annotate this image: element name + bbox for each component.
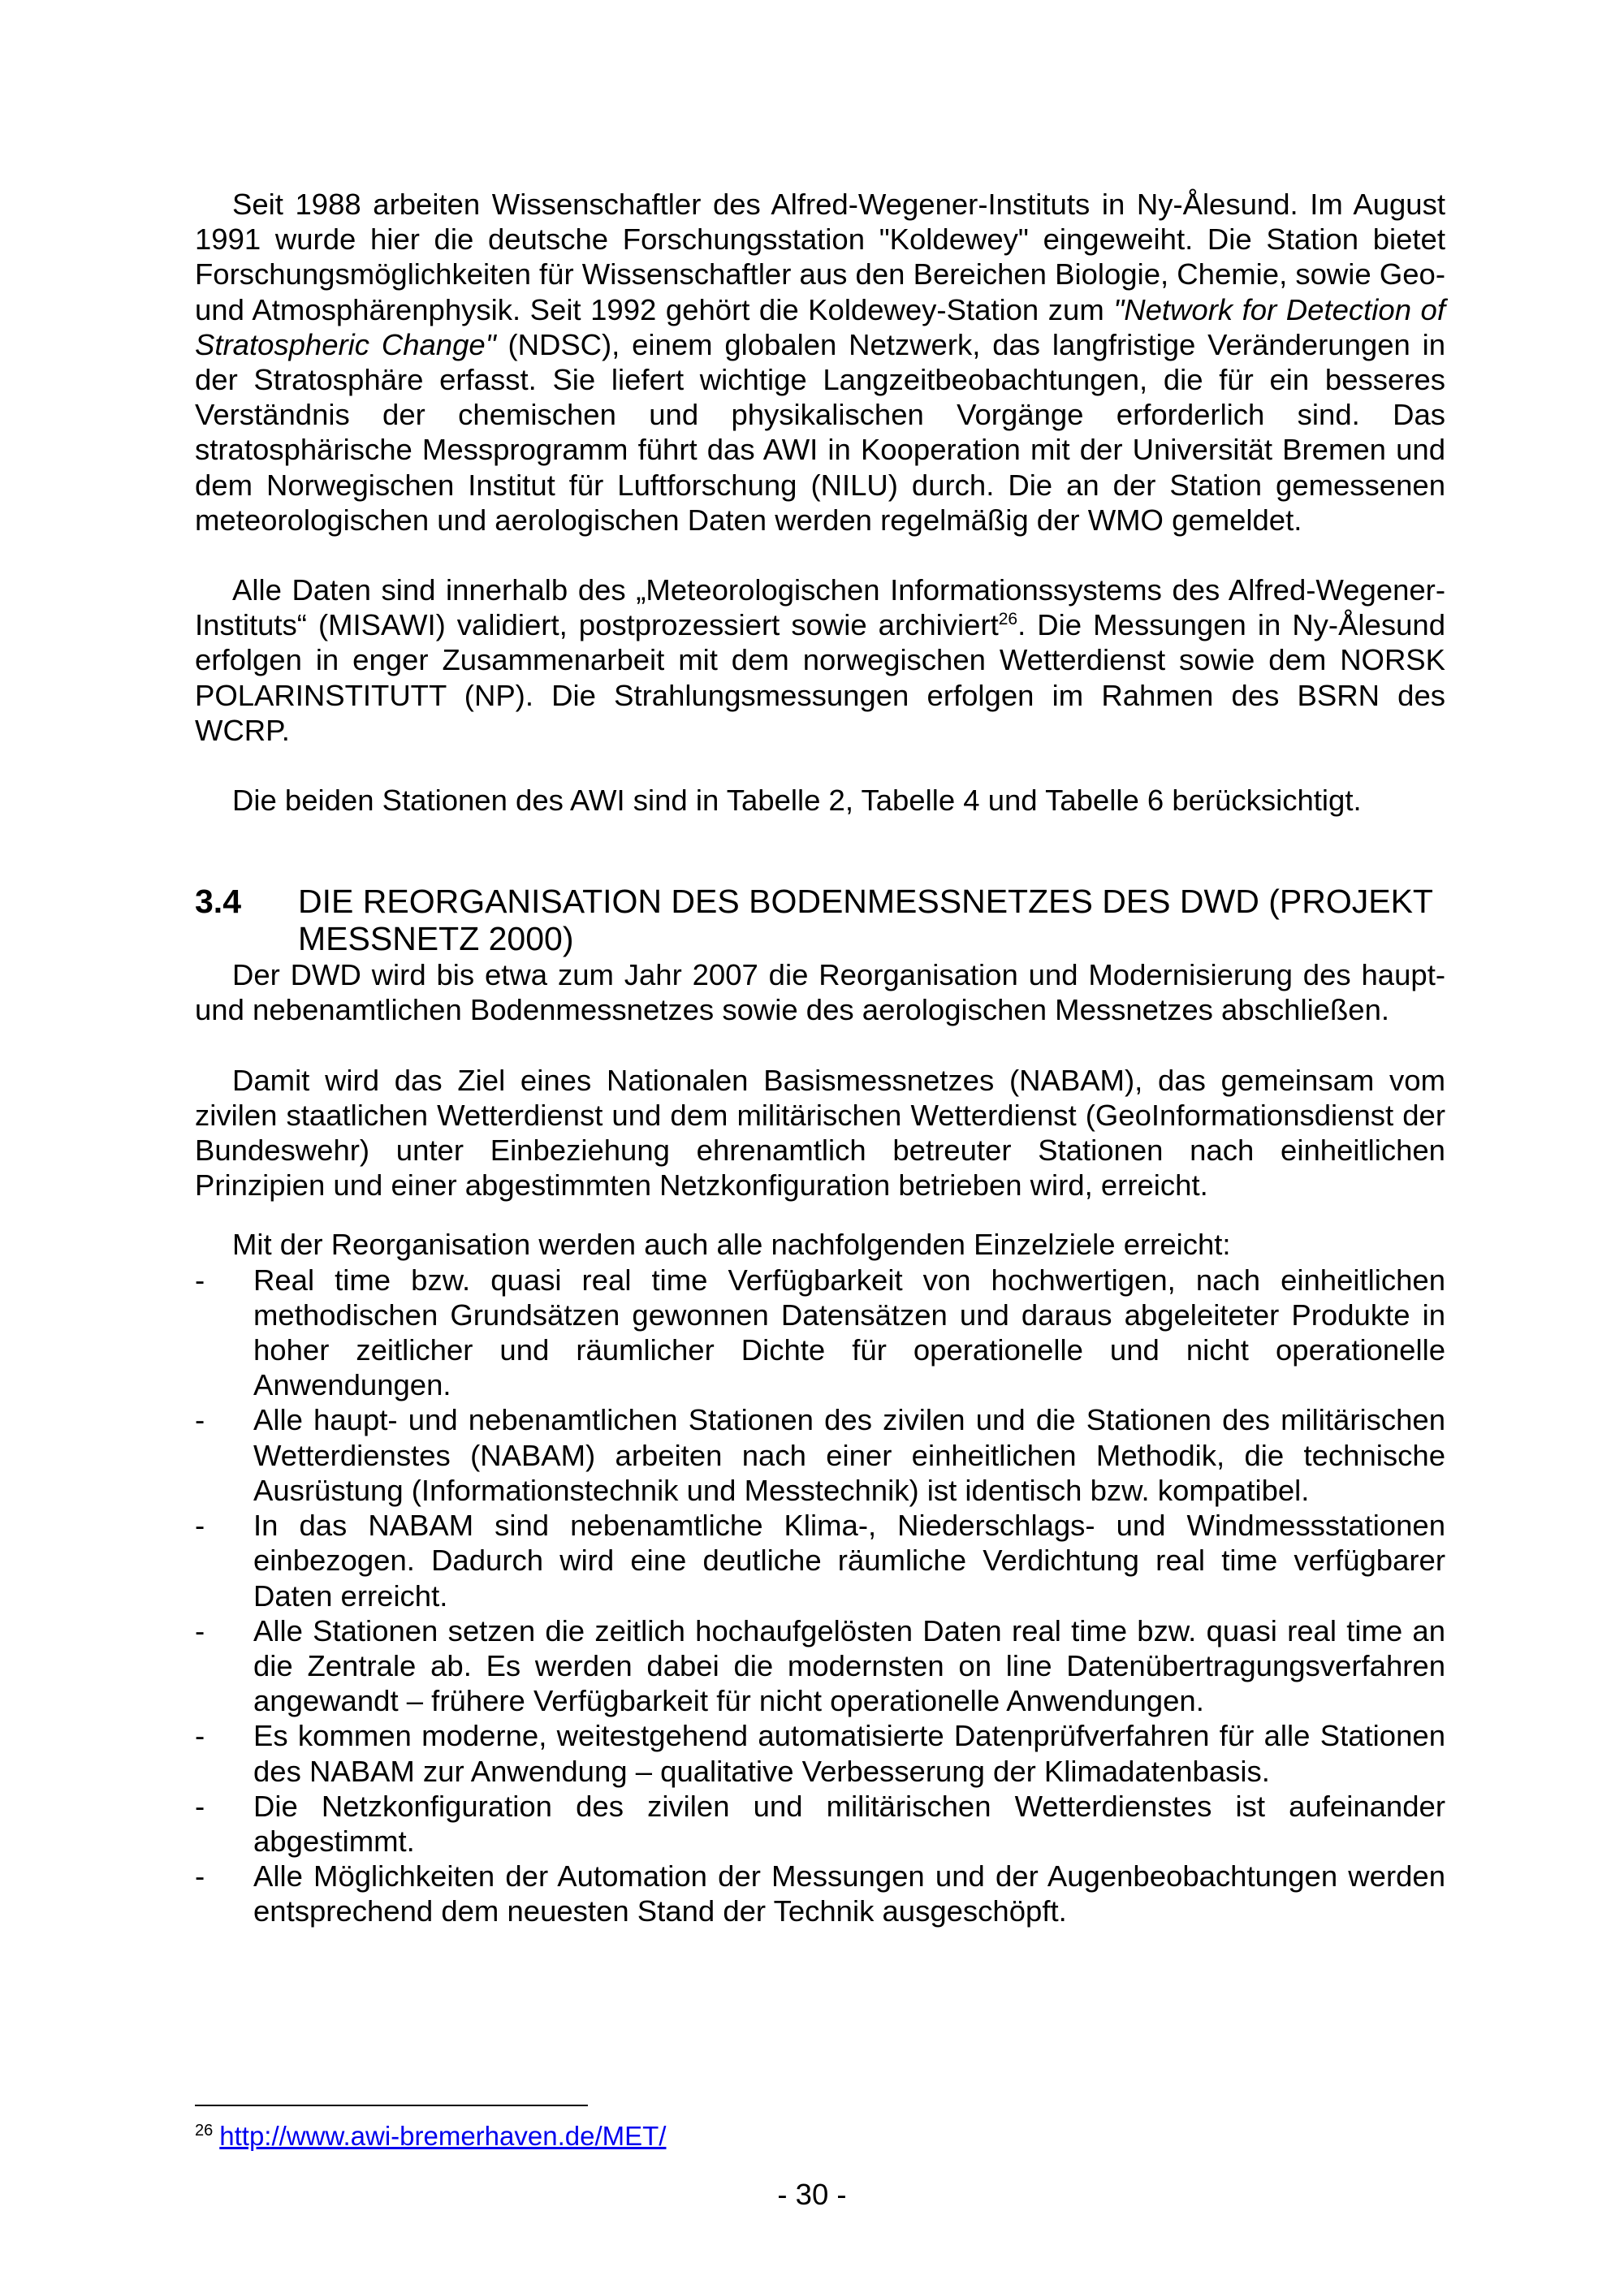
paragraph-dwd: Der DWD wird bis etwa zum Jahr 2007 die Reorganisation und Modernisierung des haupt- und nebenamtlichen Bodenmessnetzes sowie des aerologischen Messnetzes abschließen.: [195, 958, 1445, 1027]
list-item: - Die Netzkonfiguration des zivilen und militärischen Wetterdienstes ist aufeinander abgestimmt.: [195, 1789, 1445, 1859]
list-item: - Alle haupt- und nebenamtlichen Stationen des zivilen und die Stationen des militärischen Wetterdienstes (NABAM) arbeiten nach einer einheitlichen Methodik, die technische Ausrüstung (Informationstechnik und Messtechnik) ist identisch bzw. kompatibel.: [195, 1402, 1445, 1508]
section-number: 3.4: [195, 883, 241, 921]
list-item: - Es kommen moderne, weitestgehend automatisierte Datenprüfverfahren für alle Stationen des NABAM zur Anwendung – qualitative Verbesserung der Klimadatenbasis.: [195, 1718, 1445, 1788]
list-item: - Alle Stationen setzen die zeitlich hochaufgelösten Daten real time bzw. quasi real time an die Zentrale ab. Es werden dabei die modernsten on line Datenübertragungsverfahren angewandt – frühere Verfügbarkeit für nicht operationelle Anwendungen.: [195, 1613, 1445, 1719]
footnote-ref[interactable]: 26: [998, 610, 1018, 629]
list-item: - Real time bzw. quasi real time Verfügbarkeit von hochwertigen, nach einheitlichen methodischen Grundsätzen gewonnen Datensätzen und daraus abgeleiteter Produkte in hoher zeitlicher und räumlicher Dichte für operationelle und nicht operationelle Anwendungen.: [195, 1263, 1445, 1403]
list-item: - In das NABAM sind nebenamtliche Klima-, Niederschlags- und Windmessstationen einbezogen. Dadurch wird eine deutliche räumliche Verdichtung real time verfügbarer Daten erreicht.: [195, 1508, 1445, 1613]
paragraph-tables: Die beiden Stationen des AWI sind in Tabelle 2, Tabelle 4 und Tabelle 6 berücksichtigt.: [232, 784, 1362, 818]
footnote-divider: [195, 2105, 588, 2106]
footnote-link[interactable]: http://www.awi-bremerhaven.de/MET/: [219, 2121, 667, 2151]
paragraph-koldewey: Seit 1988 arbeiten Wissenschaftler des Alfred-Wegener-Instituts in Ny-Ålesund. Im August 1991 wurde hier die deutsche Forschungsstation "Koldewey" eingeweiht. Die Station bietet Forschungsmöglichkeiten für Wissenschaftler aus den Bereichen Biologie, Chemie, sowie Geo- und Atmosphärenphysik. Seit 1992 gehört die Koldewey-Station zum "Network for Detection of Stratospheric Change" (NDSC), einem globalen Netzwerk, das langfristige Veränderungen in der Stratosphäre erfasst. Sie liefert wichtige Langzeitbeobachtungen, die für ein besseres Verständnis der chemischen und physikalischen Vorgänge erforderlich sind. Das stratosphärische Messprogramm führt das AWI in Kooperation mit der Universität Bremen und dem Norwegischen Institut für Luftforschung (NILU) durch. Die an der Station gemessenen meteorologischen und aerologischen Daten werden regelmäßig der WMO gemeldet.: [195, 188, 1445, 537]
paragraph-goals-intro: Mit der Reorganisation werden auch alle nachfolgenden Einzelziele erreicht:: [232, 1228, 1231, 1262]
paragraph-misawi: Alle Daten sind innerhalb des „Meteorologischen Informationssystems des Alfred-Wegener-Instituts“ (MISAWI) validiert, postprozessiert sowie archiviert$^{26}$. Die Messungen in Ny-Ålesund erfolgen in enger Zusammenarbeit mit dem norwegischen Wetterdienst sowie dem NORSK POLARINSTITUTT (NP). Die Strahlungsmessungen erfolgen im Rahmen des BSRN des WCRP.: [195, 573, 1445, 747]
footnote: [195, 2115, 666, 2152]
section-heading: [195, 883, 1445, 957]
ndsc-italic: "Network for Detection of Stratospheric Change": [195, 292, 1445, 361]
page-body: [195, 187, 1445, 1929]
section-title: DIE REORGANISATION DES BODENMESSNETZES DES DWD (PROJEKT MESSNETZ 2000): [298, 883, 1433, 958]
paragraph-nabam: Damit wird das Ziel eines Nationalen Basismessnetzes (NABAM), das gemeinsam vom zivilen staatlichen Wetterdienst und dem militärischen Wetterdienst (GeoInformationsdienst der Bundeswehr) unter Einbeziehung ehrenamtlich betreuter Stationen nach einheitlichen Prinzipien und einer abgestimmten Netzkonfiguration betrieben wird, erreicht.: [195, 1063, 1445, 1203]
page-number: - 30 -: [777, 2178, 847, 2211]
goals-list: [195, 1263, 1445, 1929]
list-item: - Alle Möglichkeiten der Automation der Messungen und der Augenbeobachtungen werden entsprechend dem neuesten Stand der Technik ausgeschöpft.: [195, 1859, 1445, 1928]
footnote-number: 26: [195, 2122, 214, 2140]
